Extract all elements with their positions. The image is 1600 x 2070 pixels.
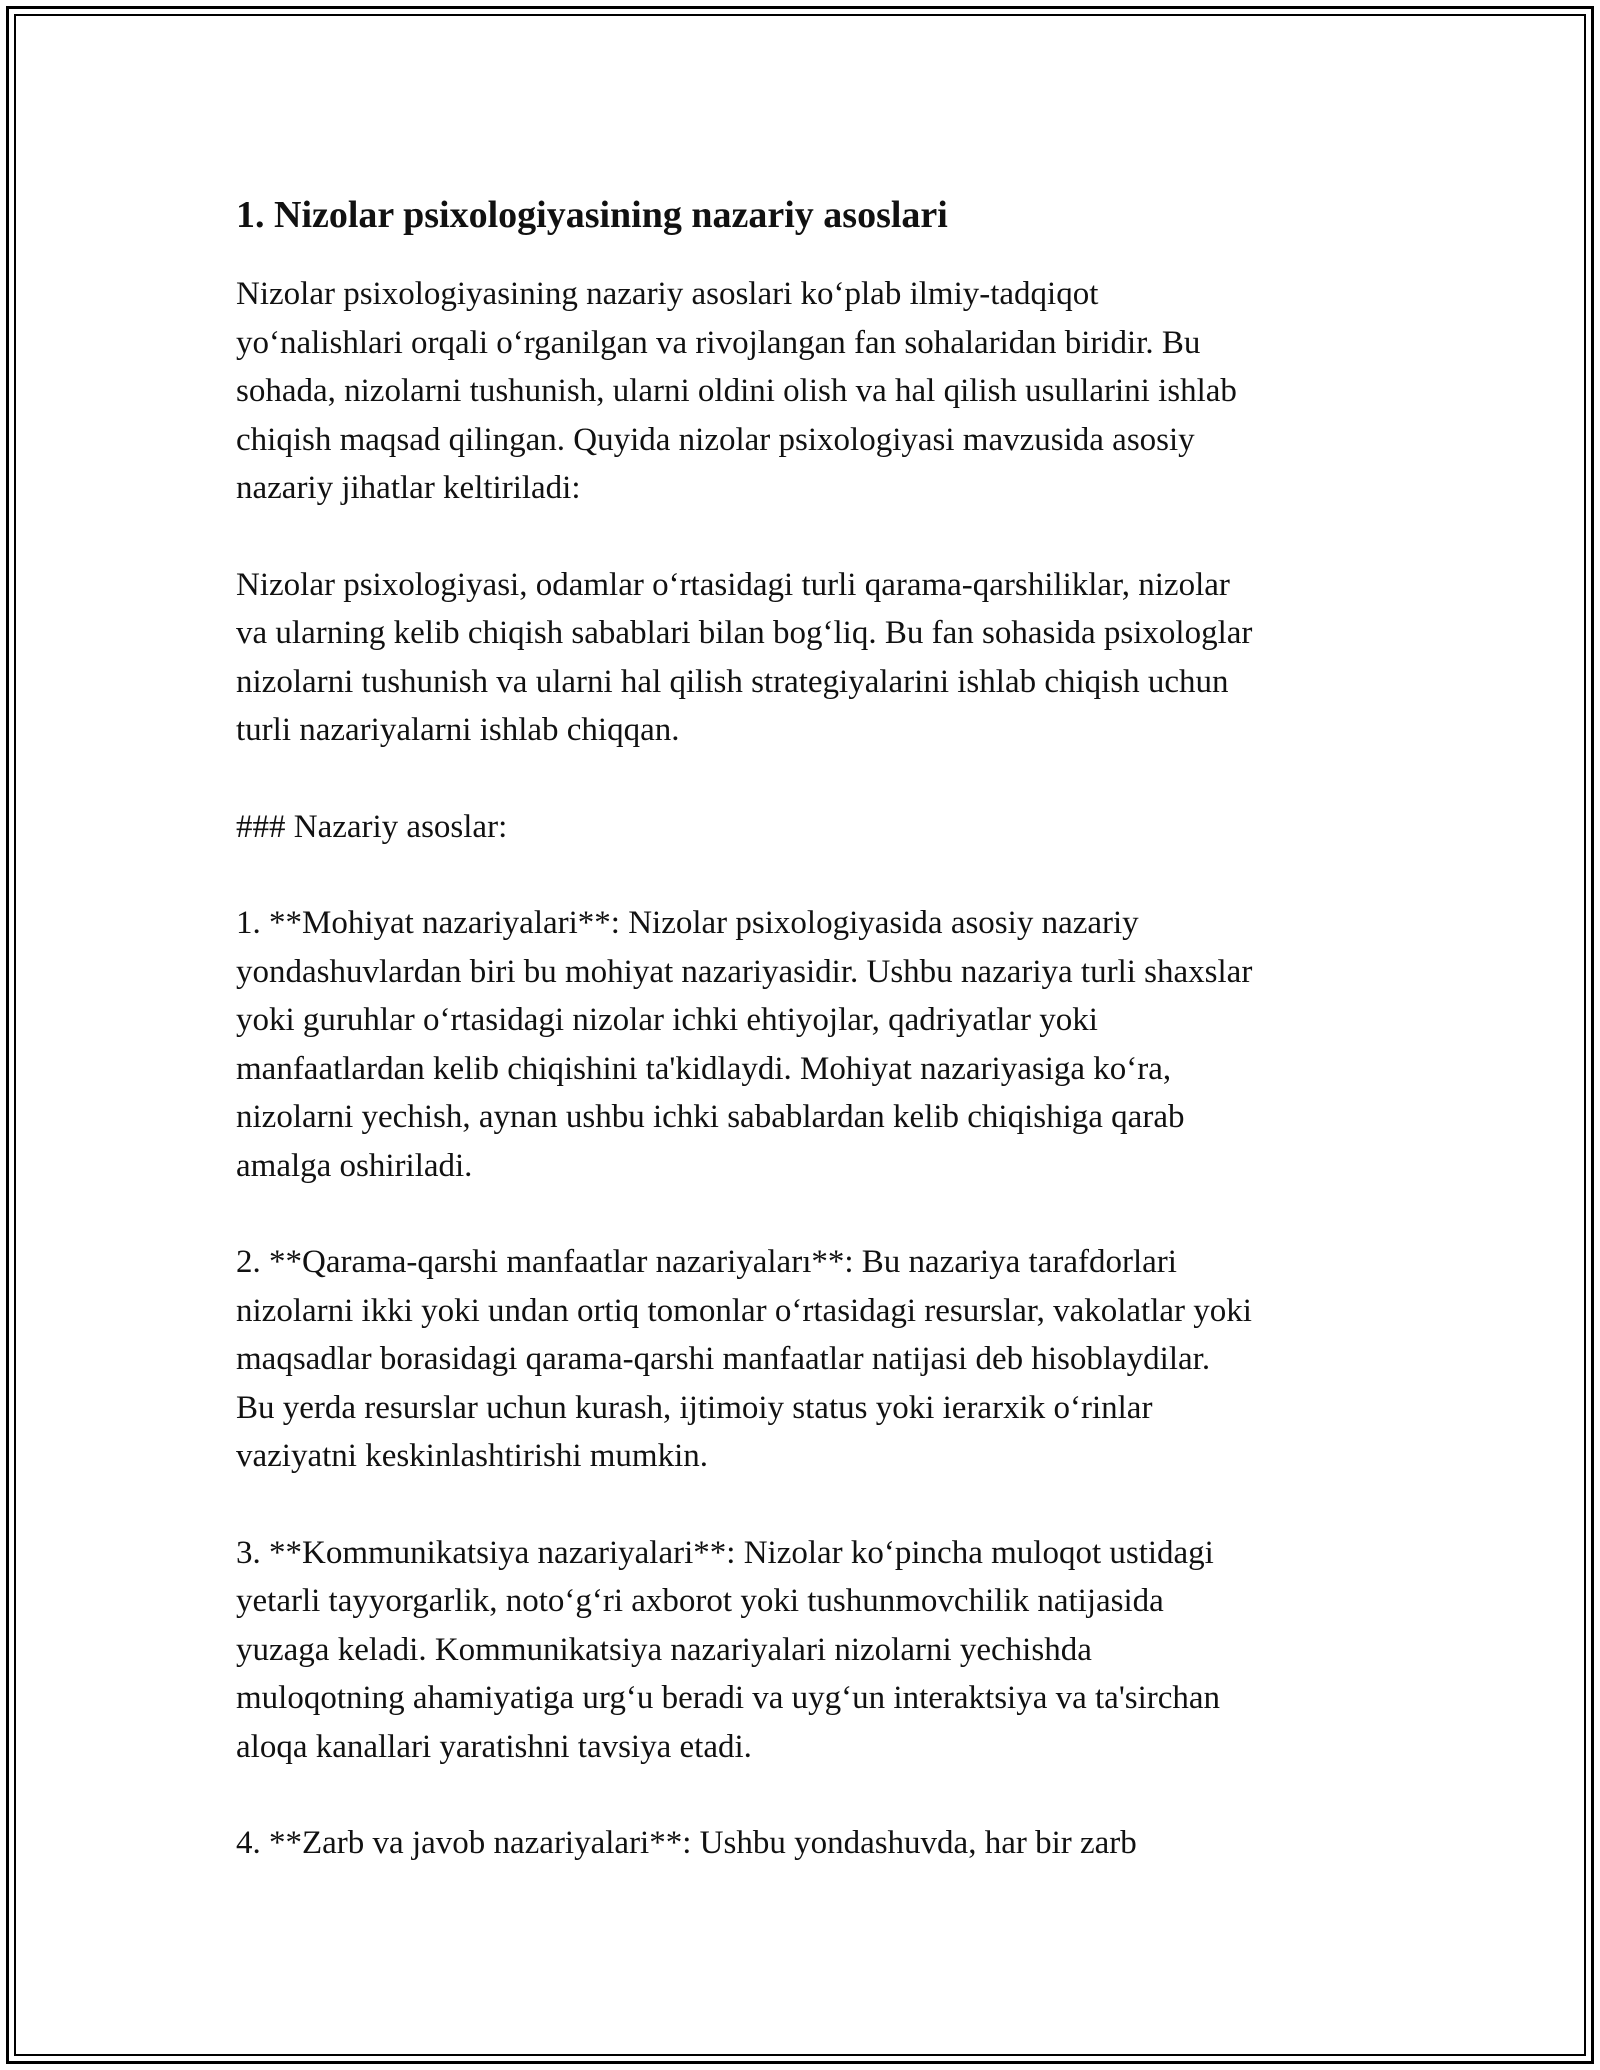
- list-item-3: 3. **Kommunikatsiya nazariyalari**: Nizolar ko‘pincha muloqot ustidagi yetarli tayyorgarlik, noto‘g‘ri axborot yoki tushunmovchilik natijasida yuzaga keladi. Kommunikatsiya nazariyalari nizolarni yechishda muloqotning ahamiyatiga urg‘u beradi va uyg‘un interaktsiya va ta'sirchan aloqa kanallari yaratishni tavsiya etadi.: [236, 1534, 1221, 1765]
- document-body: [236, 188, 1396, 1916]
- paragraph-intro: Nizolar psixologiyasining nazariy asoslari ko‘plab ilmiy-tadqiqot yo‘nalishlari orqali o‘rganilgan va rivojlangan fan sohalaridan biridir. Bu sohada, nizolarni tushunish, ularni oldini olish va hal qilish usullarini ishlab chiqish maqsad qilingan. Quyida nizolar psixologiyasi mavzusida asosiy nazariy jihatlar keltiriladi:: [236, 276, 1237, 506]
- paragraph-definition: Nizolar psixologiyasi, odamlar o‘rtasidagi turli qarama-qarshiliklar, nizolar va ularning kelib chiqish sabablari bilan bog‘liq. Bu fan sohasida psixologlar nizolarni tushunish va ularni hal qilish strategiyalarini ishlab chiqish uchun turli nazariyalarni ishlab chiqqan.: [236, 566, 1253, 748]
- paragraph-subheading: ### Nazariy asoslar:: [236, 808, 508, 845]
- list-item-4: 4. **Zarb va javob nazariyalari**: Ushbu yondashuvda, har bir zarb: [236, 1825, 1137, 1861]
- section-heading: 1. Nizolar psixologiyasining nazariy asoslari: [236, 194, 948, 236]
- list-item-1: 1. **Mohiyat nazariyalari**: Nizolar psixologiyasida asosiy nazariy yondashuvlardan biri bu mohiyat nazariyasidir. Ushbu nazariya turli shaxslar yoki guruhlar o‘rtasidagi nizolar ichki ehtiyojlar, qadriyatlar yoki manfaatlardan kelib chiqishini ta'kidlaydi. Mohiyat nazariyasiga ko‘ra, nizolarni yechish, aynan ushbu ichki sabablardan kelib chiqishiga qarab amalga oshiriladi.: [236, 905, 1253, 1184]
- list-item-2: 2. **Qarama-qarshi manfaatlar nazariyaları**: Bu nazariya tarafdorlari nizolarni ikki yoki undan ortiq tomonlar o‘rtasidagi resurslar, vakolatlar yoki maqsadlar borasidagi qarama-qarshi manfaatlar natijasi deb hisoblaydilar. Bu yerda resurslar uchun kurash, ijtimoiy status yoki ierarxik o‘rinlar vaziyatni keskinlashtirishi mumkin.: [236, 1244, 1252, 1474]
